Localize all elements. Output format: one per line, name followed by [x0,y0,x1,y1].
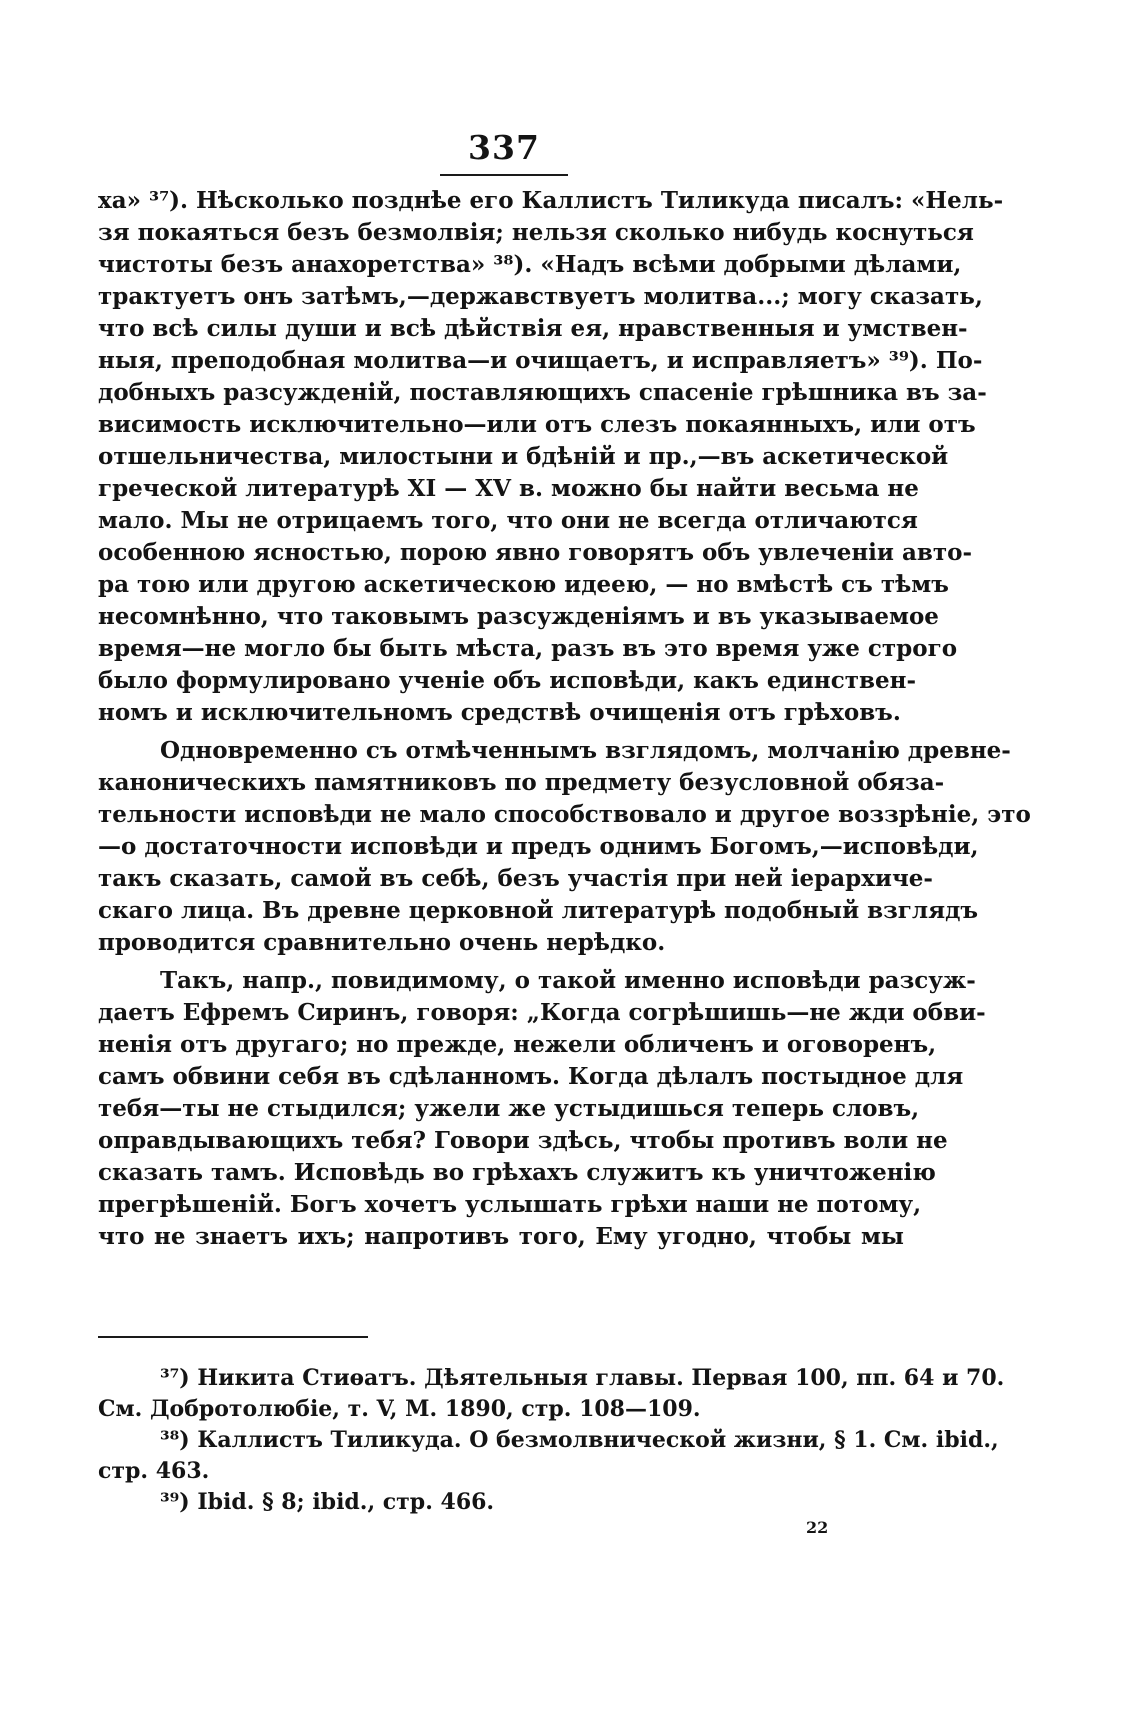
footnote-line: ³⁹) Ibid. § 8; ibid., стр. 466. [160,1489,495,1515]
text-line: ра тою или другою аскетическою идеею, — но вмѣстѣ съ тѣмъ [98,571,949,598]
text-line: трактуетъ онъ затѣмъ,—державствуетъ молитва...; могу сказать, [98,283,983,310]
text-line: ныя, преподобная молитва—и очищаетъ, и исправляетъ» ³⁹). По- [98,347,983,374]
page-number: 337 [468,128,540,167]
text-line: —о достаточности исповѣди и предъ однимъ Богомъ,—исповѣди, [98,833,979,860]
text-line: что не знаетъ ихъ; напротивъ того, Ему угодно, чтобы мы [98,1223,904,1250]
text-line: несомнѣнно, что таковымъ разсужденіямъ и въ указываемое [98,603,939,630]
text-line: особенною ясностью, порою явно говорятъ объ увлеченіи авто- [98,539,972,566]
text-line: самъ обвини себя въ сдѣланномъ. Когда дѣлалъ постыдное для [98,1063,964,1090]
text-line: греческой литературѣ XI — XV в. можно бы найти весьма не [98,475,919,502]
text-line: такъ сказать, самой въ себѣ, безъ участія при ней іерархиче- [98,865,933,892]
text-line: прегрѣшеній. Богъ хочетъ услышать грѣхи наши не потому, [98,1191,922,1218]
text-line: Такъ, напр., повидимому, о такой именно исповѣди разсуж- [160,967,976,994]
text-line: мало. Мы не отрицаемъ того, что они не всегда отличаются [98,507,918,534]
footnote-line: См. Добротолюбіе, т. V, М. 1890, стр. 108—109. [98,1396,701,1422]
text-line: добныхъ разсужденій, поставляющихъ спасеніе грѣшника въ за- [98,379,987,406]
footnote-line: стр. 463. [98,1458,210,1484]
text-line: номъ и исключительномъ средствѣ очищенія отъ грѣховъ. [98,699,901,726]
text-line: тельности исповѣди не мало способствовало и другое воззрѣніе, это [98,801,1031,828]
text-line: отшельничества, милостыни и бдѣній и пр.,—въ аскетической [98,443,949,470]
text-line: тебя—ты не стыдился; ужели же устыдишься теперь словъ, [98,1095,920,1122]
text-line: каноническихъ памятниковъ по предмету безусловной обяза- [98,769,945,796]
text-line: проводится сравнительно очень нерѣдко. [98,929,666,956]
text-line: оправдывающихъ тебя? Говори здѣсь, чтобы противъ воли не [98,1127,948,1154]
footnote-rule [98,1336,368,1338]
page-number-rule [440,174,568,176]
text-line: ха» ³⁷). Нѣсколько позднѣе его Каллистъ Тиликуда писалъ: «Нель- [98,187,1004,214]
text-line: скаго лица. Въ древне церковной литературѣ подобный взглядъ [98,897,979,924]
text-line: было формулировано ученіе объ исповѣди, какъ единствен- [98,667,917,694]
text-line: что всѣ силы души и всѣ дѣйствія ея, нравственныя и умствен- [98,315,968,342]
text-line: время—не могло бы быть мѣста, разъ въ это время уже строго [98,635,958,662]
text-line: чистоты безъ анахоретства» ³⁸). «Надъ всѣми добрыми дѣлами, [98,251,962,278]
text-line: сказать тамъ. Исповѣдь во грѣхахъ служитъ къ уничтоженію [98,1159,936,1186]
footnote-line: ³⁸) Каллистъ Тиликуда. О безмолвнической жизни, § 1. См. ibid., [160,1427,999,1453]
text-line: Одновременно съ отмѣченнымъ взглядомъ, молчанію древне- [160,737,1011,764]
text-line: висимость исключительно—или отъ слезъ покаянныхъ, или отъ [98,411,976,438]
footnote-line: ³⁷) Никита Стиѳатъ. Дѣятельныя главы. Первая 100, пп. 64 и 70. [160,1365,1005,1391]
printer-signature: 22 [806,1518,829,1537]
text-line: ненія отъ другаго; но прежде, нежели обличенъ и оговоренъ, [98,1031,937,1058]
text-line: зя покаяться безъ безмолвія; нельзя сколько нибудь коснуться [98,219,974,246]
text-line: даетъ Ефремъ Сиринъ, говоря: „Когда согрѣшишь—не жди обви- [98,999,986,1026]
